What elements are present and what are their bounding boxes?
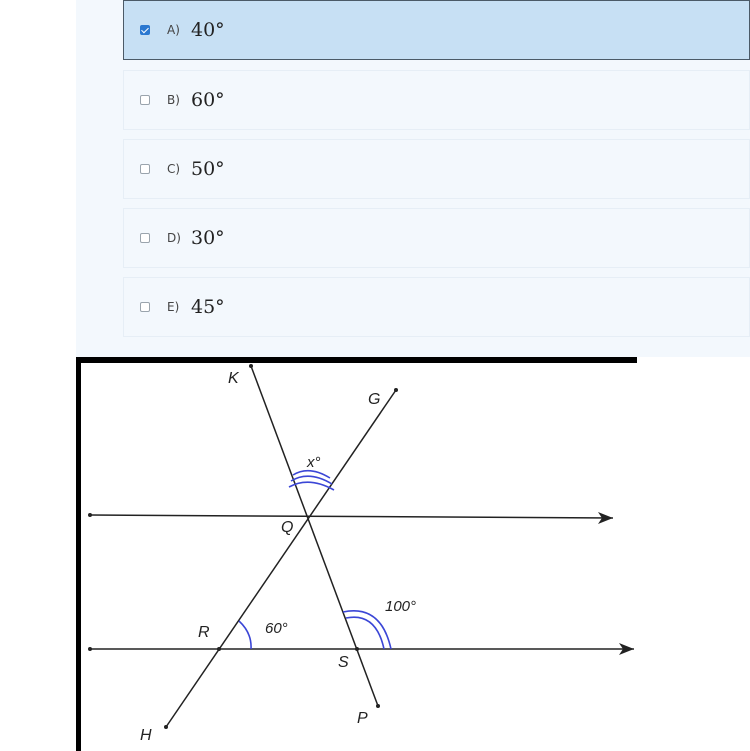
option-a[interactable] — [123, 0, 750, 60]
option-c[interactable] — [123, 139, 750, 199]
option-e[interactable] — [123, 277, 750, 337]
checkbox-icon[interactable] — [140, 164, 150, 174]
geometry-diagram — [76, 357, 637, 751]
option-letter: C) — [167, 162, 181, 176]
geometry-figure — [76, 357, 637, 751]
endpoint-dot — [376, 704, 380, 708]
checkbox-checked-icon[interactable] — [140, 25, 150, 35]
checkbox-icon[interactable] — [140, 302, 150, 312]
point-label-p: P — [357, 710, 368, 727]
endpoint-dot — [217, 647, 221, 651]
frame-left — [76, 357, 81, 751]
angle-label-x: x° — [307, 454, 321, 471]
option-value: 60° — [191, 89, 225, 111]
endpoint-dot — [355, 647, 359, 651]
checkbox-icon[interactable] — [140, 95, 150, 105]
point-label-g: G — [368, 391, 381, 408]
option-value: 50° — [191, 158, 225, 180]
option-b[interactable] — [123, 70, 750, 130]
endpoint-dot — [164, 725, 168, 729]
parallel-line-top — [90, 515, 613, 518]
endpoint-dot — [88, 647, 92, 651]
endpoint-dot — [394, 388, 398, 392]
point-label-k: K — [228, 370, 239, 387]
frame-top — [76, 357, 637, 363]
endpoint-dot — [249, 364, 253, 368]
endpoint-dot — [88, 513, 92, 517]
option-value: 40° — [191, 19, 225, 41]
point-label-r: R — [198, 624, 210, 641]
option-letter: A) — [167, 23, 180, 37]
option-value: 45° — [191, 296, 225, 318]
point-label-s: S — [338, 654, 349, 671]
option-letter: D) — [167, 231, 181, 245]
checkbox-icon[interactable] — [140, 233, 150, 243]
transversal-kp — [251, 366, 381, 706]
angle-label-60: 60° — [265, 620, 288, 637]
angle-60-arc — [239, 621, 251, 649]
option-letter: E) — [167, 300, 180, 314]
angle-label-100: 100° — [385, 598, 417, 615]
option-letter: B) — [167, 93, 180, 107]
option-d[interactable] — [123, 208, 750, 268]
point-label-q: Q — [281, 519, 294, 536]
transversal-hg — [166, 390, 396, 727]
option-value: 30° — [191, 227, 225, 249]
point-label-h: H — [140, 727, 152, 744]
